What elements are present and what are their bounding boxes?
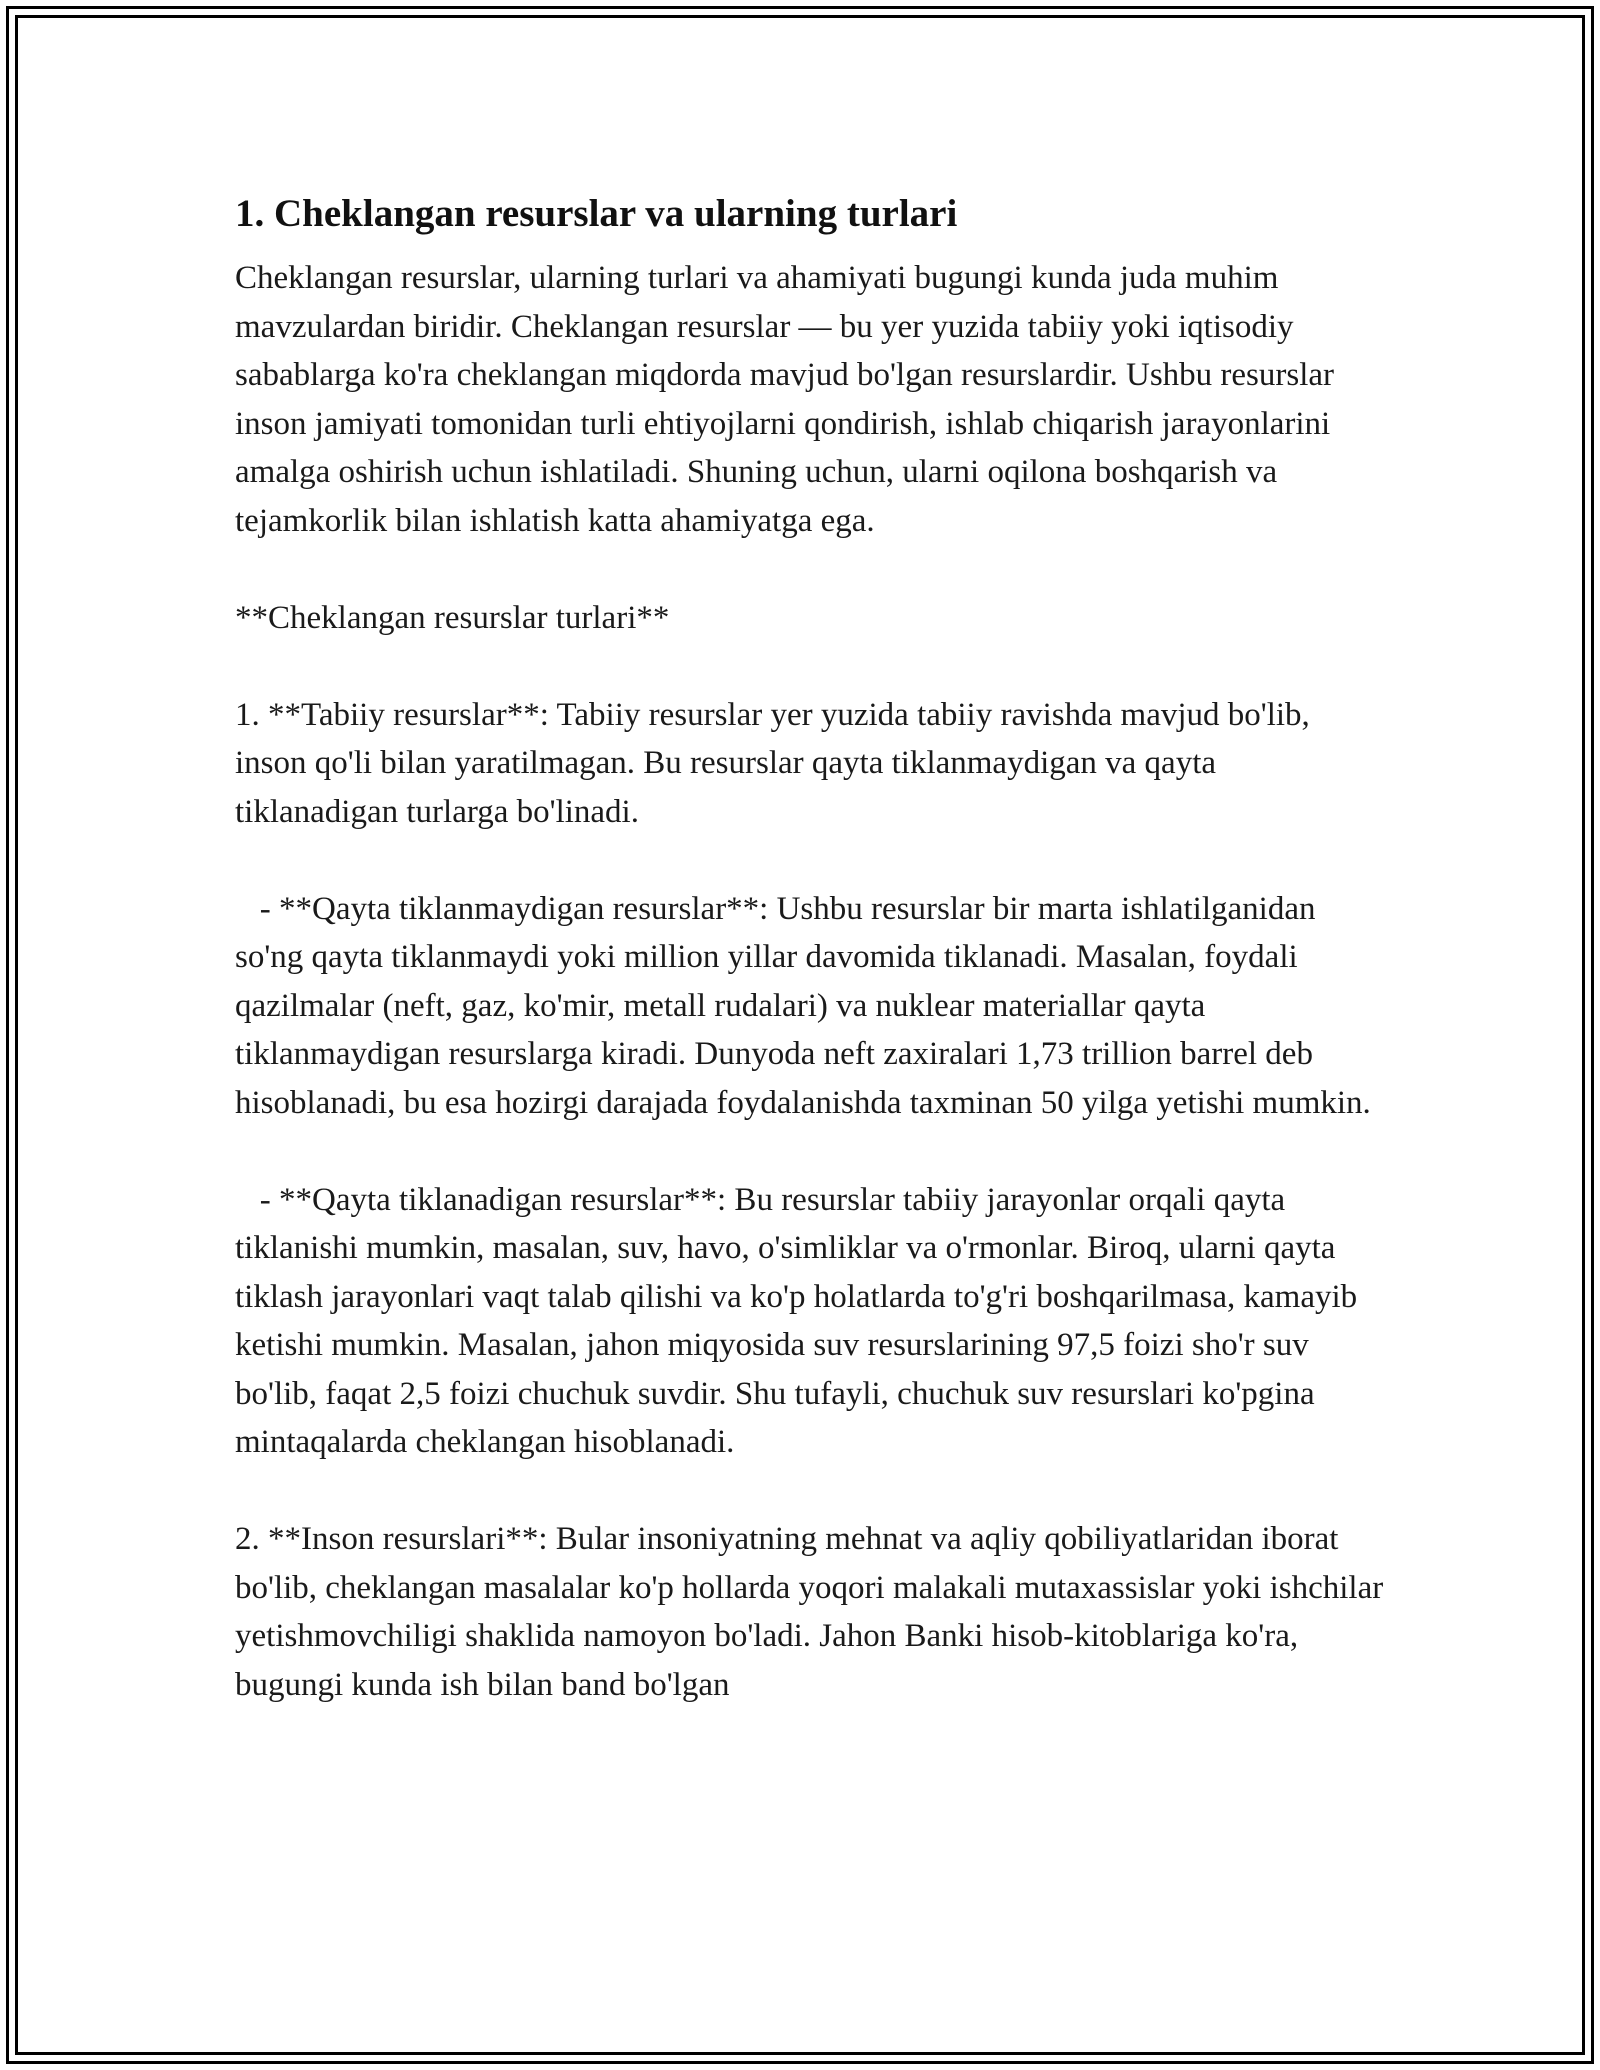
section-heading: 1. Cheklangan resurslar va ularning turlari <box>235 192 958 235</box>
paragraph-spacer <box>235 1127 1385 1176</box>
renewable-paragraph: - **Qayta tiklanadigan resurslar**: Bu resurslar tabiiy jarayonlar orqali qayta tiklanishi mumkin, masalan, suv, havo, o'simliklar va o'rmonlar. Biroq, ularni qayta tiklash jarayonlari vaqt talab qilishi va ko'p holatlarda to'g'ri boshqarilmasa, kamayib ketishi mumkin. Masalan, jahon miqyosida suv resurslarining 97,5 foizi sho'r suv bo'lib, faqat 2,5 foizi chuchuk suvdir. Shu tufayli, chuchuk suv resurslari ko'pgina mintaqalarda cheklangan hisoblanadi. <box>235 1181 1366 1460</box>
paragraph-spacer <box>235 1467 1385 1516</box>
paragraph-spacer <box>235 545 1385 594</box>
human-resources-paragraph: 2. **Inson resurslari**: Bular insoniyatning mehnat va aqliy qobiliyatlaridan iborat bo'lib, cheklangan masalalar ko'p hollarda yoqori malakali mutaxassislar yoki ishchilar yetishmovchiligi shaklida namoyon bo'ladi. Jahon Banki hisob-kitoblariga ko'ra, bugungi kunda ish bilan band bo'lgan <box>235 1521 1392 1703</box>
subheading-paragraph: **Cheklangan resurslar turlari** <box>235 599 670 636</box>
paragraph-spacer <box>235 642 1385 691</box>
intro-paragraph: Cheklangan resurslar, ularning turlari va ahamiyati bugungi kunda juda muhim mavzulardan biridir. Cheklangan resurslar — bu yer yuzida tabiiy yoki iqtisodiy sabablarga ko'ra cheklangan miqdorda mavjud bo'lgan resurslardir. Ushbu resurslar inson jamiyati tomonidan turli ehtiyojlarni qondirish, ishlab chiqarish jarayonlarini amalga oshirish uchun ishlatiladi. Shuning uchun, ularni oqilona boshqarish va tejamkorlik bilan ishlatish katta ahamiyatga ega. <box>235 260 1343 539</box>
non-renewable-paragraph: - **Qayta tiklanmaydigan resurslar**: Ushbu resurslar bir marta ishlatilganidan so'ng qayta tiklanmaydi yoki million yillar davomida tiklanadi. Masalan, foydali qazilmalar (neft, gaz, ko'mir, metall rudalari) va nuklear materiallar qayta tiklanmaydigan resurslarga kiradi. Dunyoda neft zaxiralari 1,73 trillion barrel deb hisoblanadi, bu esa hozirgi darajada foydalanishda taxminan 50 yilga yetishi mumkin. <box>235 890 1371 1121</box>
paragraph-spacer <box>235 836 1385 885</box>
document-body <box>235 186 1392 1709</box>
natural-resources-paragraph: 1. **Tabiiy resurslar**: Tabiiy resurslar yer yuzida tabiiy ravishda mavjud bo'lib, inson qo'li bilan yaratilmagan. Bu resurslar qayta tiklanmaydigan va qayta tiklanadigan turlarga bo'linadi. <box>235 696 1319 830</box>
